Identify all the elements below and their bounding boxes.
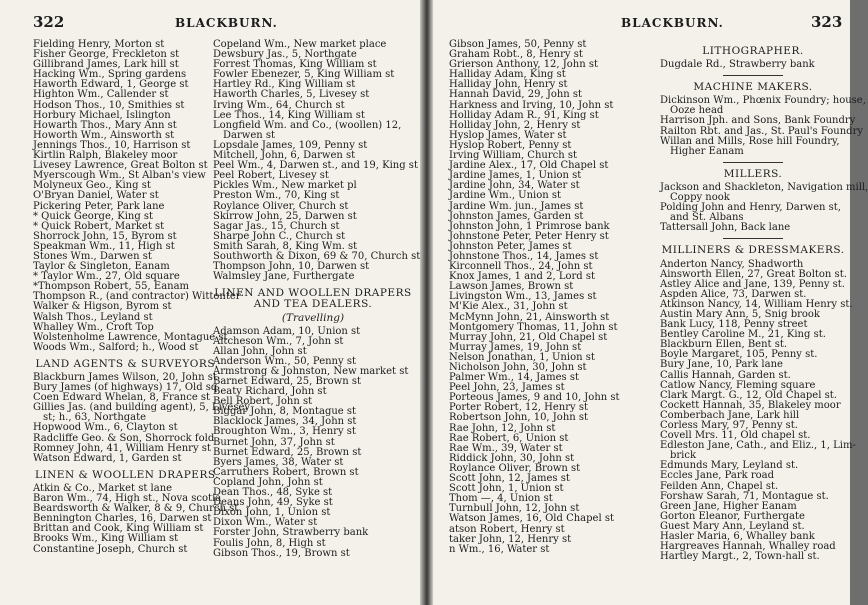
directory-entry: Gibson Thos., 19, Brown st	[213, 547, 350, 559]
section-heading: MACHINE MAKERS.	[693, 81, 813, 94]
directory-entry: Guest Mary Ann, Leyland st.	[660, 520, 805, 532]
directory-entry: Bury Jane, 10, Park lane	[660, 359, 783, 371]
directory-entry: Smith Sarah, 8, King Wm. st	[213, 240, 358, 252]
section-heading: MILLERS.	[723, 167, 783, 180]
directory-entry: Copland John, John st	[213, 476, 323, 488]
directory-entry: Johnstone Peter, Peter Henry st	[449, 230, 609, 242]
directory-entry: Hodson Thos., 10, Smithies st	[33, 99, 185, 111]
directory-entry: Dugdale Rd., Strawberry bank	[660, 59, 815, 71]
directory-entry: Shorrock John, 15, Byrom st	[33, 230, 177, 242]
directory-entry: Beardsworth & Walker, 8 & 9, Church st	[33, 503, 239, 515]
directory-entry: Allan John, John st	[213, 345, 307, 357]
directory-column	[449, 40, 649, 555]
directory-entry: Peel John, 23, James st	[449, 382, 565, 394]
directory-entry: Howarth Thos., Mary Ann st	[33, 119, 177, 131]
directory-entry: Holliday Adam R., 91, King st	[449, 109, 599, 121]
directory-entry: Railton Rbt. and Jas., St. Paul's Foundry	[660, 125, 863, 137]
directory-entry: Feilden Ann, Chapel st.	[660, 480, 779, 492]
directory-entry: McMynn John, 21, Ainsworth st	[449, 311, 610, 323]
directory-entry: Roylance Oliver, Church st	[213, 200, 349, 212]
directory-entry: Biggar John, 8, Montague st	[213, 406, 357, 418]
directory-entry: Aspden Alice, 73, Darwen st.	[660, 288, 807, 300]
directory-entry: Halliday Adam, King st	[449, 69, 566, 81]
section-divider	[723, 162, 783, 163]
directory-entry: Green Jane, Higher Eanam	[660, 500, 797, 512]
directory-entry: Adamson Adam, 10, Union st	[213, 325, 361, 337]
directory-entry: Haworth Edward, 1, George st	[33, 79, 189, 91]
directory-entry: Atkin & Co., Market st lane	[33, 482, 173, 494]
directory-entry: Dickinson Wm., Phœnix Foundry; house,	[660, 95, 866, 107]
directory-entry: Hasler Maria, 6, Whalley bank	[660, 531, 815, 543]
directory-entry: Austin Mary Ann, 5, Snig brook	[660, 308, 820, 320]
directory-entry: Eccles Jane, Park road	[660, 470, 775, 482]
directory-entry: * Quick Robert, Market st	[33, 220, 165, 232]
directory-entry: Jardine Wm., Union st	[449, 190, 562, 202]
directory-entry: Jardine Wm. jun., James st	[449, 200, 584, 212]
directory-entry: Radcliffe Geo. & Son, Shorrock fold	[33, 432, 215, 444]
directory-entry: Livesey Lawrence, Great Bolton st	[33, 160, 208, 172]
directory-entry: Murray John, 21, Old Chapel st	[449, 331, 608, 343]
directory-entry: Preston Wm., 70, King st	[213, 190, 340, 202]
directory-entry-continuation: Coppy nook	[670, 192, 730, 204]
directory-entry: Palmer Wm., 14, James st	[449, 372, 580, 384]
directory-entry: Carruthers Robert, Brown st	[213, 466, 359, 478]
directory-entry: Astley Alice and Jane, 139, Penny st.	[660, 278, 845, 290]
directory-entry: Dewsbury Jas., 5, Northgate	[213, 49, 357, 61]
directory-entry: Mitchell, John, 6, Darwen st	[213, 150, 356, 162]
directory-entry-continuation: Ooze head	[670, 105, 724, 117]
directory-entry: Wolstenholme Lawrence, Montague st	[33, 331, 228, 343]
directory-entry: Hacking Wm., Spring gardens	[33, 69, 187, 81]
directory-entry: Stones Wm., Darwen st	[33, 250, 152, 262]
directory-entry: Edleston Jane, Cath., and Eliz., 1, Lim-	[660, 440, 856, 452]
directory-entry: Scott John, 1, Union st	[449, 483, 564, 495]
directory-entry: Corless Mary, 97, Penny st.	[660, 420, 798, 431]
directory-entry: Byers James, 38, Water st	[213, 456, 344, 468]
directory-entry: Forshaw Sarah, 71, Montague st.	[660, 490, 829, 502]
page-header: BLACKBURN.	[621, 16, 724, 30]
directory-entry: Holliday John, 2, Henry st	[449, 119, 581, 131]
directory-entry: Clark Margt. G., 12, Old Chapel st.	[660, 389, 837, 401]
right-page	[433, 0, 868, 605]
directory-entry: Baron Wm., 74, High st., Nova scotia	[33, 493, 222, 505]
directory-entry: Watson James, 16, Old Chapel st	[449, 513, 614, 525]
directory-entry: Rae Robert, 6, Union st	[449, 432, 569, 444]
directory-entry: Walker & Higson, Byrom st	[33, 301, 172, 313]
directory-entry: Molyneux Geo., King st	[33, 180, 151, 192]
section-heading: AND TEA DEALERS.	[253, 298, 373, 311]
directory-entry: Fielding Henry, Morton st	[33, 39, 165, 50]
directory-entry: Hartley Rd., King William st	[213, 79, 356, 91]
directory-entry: Ainsworth Ellen, 27, Great Bolton st.	[660, 268, 847, 280]
directory-entry: Cockett Hannah, 35, Blakeley moor	[660, 399, 841, 411]
directory-entry: Robertson John, 10, John st	[449, 412, 589, 424]
directory-entry: Copeland Wm., New market place	[213, 39, 387, 50]
directory-entry: Johnstone Thos., 14, James st	[449, 250, 599, 262]
directory-entry: * Taylor Wm., 27, Old square	[33, 271, 180, 283]
directory-entry: Rae Wm., 39, Water st	[449, 442, 563, 454]
directory-entry: Hyslop James, Water st	[449, 129, 567, 141]
directory-entry: Taylor & Singleton, Eanam	[33, 261, 170, 273]
directory-entry: Lawson James, Brown st	[449, 281, 574, 293]
directory-entry: Covell Mrs. 11, Old chapel st.	[660, 430, 811, 442]
directory-entry: Southworth & Dixon, 69 & 70, Church st	[213, 250, 421, 262]
directory-entry: Bennington Charles, 16, Darwen st	[33, 513, 212, 525]
directory-entry: Jardine John, 34, Water st	[449, 180, 580, 192]
directory-entry: Callis Hannah, Garden st.	[660, 369, 791, 381]
directory-entry: O'Bryan Daniel, Water st	[33, 190, 159, 202]
directory-entry: Hartley Margt., 2, Town-hall st.	[660, 551, 820, 563]
directory-entry: Howorth Wm., Ainsworth st	[33, 129, 175, 141]
book-gutter	[420, 0, 433, 605]
directory-entry: Gorton Eleanor, Furthergate	[660, 510, 805, 522]
directory-entry: Halliday John, Henry st	[449, 79, 568, 91]
directory-entry: Rae John, 12, John st	[449, 422, 556, 434]
directory-entry: Pickles Wm., New market pl	[213, 180, 357, 192]
directory-entry: Gillibrand James, Lark hill st	[33, 59, 179, 71]
page-header: BLACKBURN.	[175, 16, 278, 30]
directory-entry: Fisher George, Freckleton st	[33, 49, 180, 61]
directory-entry: Whalley Wm., Croft Top	[33, 321, 154, 333]
directory-column	[213, 39, 421, 559]
directory-entry-continuation: st; h., 63, Northgate	[43, 412, 147, 424]
directory-entry: Romney John, 41, William Henry st	[33, 442, 211, 454]
directory-entry: Fowler Ebenezer, 5, King William st	[213, 69, 395, 81]
section-heading: LINEN AND WOOLLEN DRAPERS	[214, 287, 412, 300]
directory-entry: Woods Wm., Salford; h., Wood st	[33, 341, 199, 353]
directory-entry: Comberbach Jane, Lark hill	[660, 409, 800, 421]
directory-entry: Murray James, 19, John st	[449, 341, 582, 353]
directory-entry: Nelson Jonathan, 1, Union st	[449, 351, 595, 363]
directory-entry: Forster John, Strawberry bank	[213, 527, 369, 539]
directory-entry: Burnet John, 37, John st	[213, 436, 335, 448]
directory-entry: Hopwood Wm., 6, Clayton st	[33, 422, 178, 434]
directory-entry: Jardine Alex., 17, Old Chapel st	[449, 160, 609, 172]
directory-entry: Willan and Mills, Rose hill Foundry,	[660, 135, 840, 147]
section-divider	[723, 238, 783, 239]
directory-entry: Bank Lucy, 118, Penny street	[660, 319, 808, 331]
directory-entry: Irving William, Church st	[449, 150, 577, 162]
directory-entry: Blackburn Ellen, Bent st.	[660, 339, 788, 351]
directory-entry-continuation: Darwen st	[223, 129, 276, 141]
directory-column	[33, 39, 251, 555]
directory-entry: Roylance Oliver, Brown st	[449, 462, 581, 474]
directory-entry: Thompson R., (and contractor) Wittonter	[33, 291, 241, 303]
directory-entry: Armstrong & Johnston, New market st	[213, 365, 409, 377]
directory-entry: Gillies Jas. (and building agent), 5, Livesey	[33, 402, 251, 414]
directory-entry: Anderton Nancy, Shadworth	[660, 258, 804, 270]
directory-entry: Hyslop Robert, Penny st	[449, 139, 572, 151]
directory-entry: Myerscough Wm., St Alban's view	[33, 170, 206, 182]
directory-entry: Blackburn James Wilson, 20, John st	[33, 372, 217, 383]
directory-entry: taker John, 12, Henry st	[449, 533, 572, 545]
directory-entry: Peel Wm., 4, Darwen st., and 19, King st	[213, 160, 418, 172]
directory-entry: Bell Robert, John st	[213, 396, 313, 408]
directory-entry: Grierson Anthony, 12, John st	[449, 59, 599, 71]
directory-entry: Riddick John, 30, John st	[449, 452, 575, 464]
directory-entry: Speakman Wm., 11, High st	[33, 240, 175, 252]
directory-entry: Beaty Richard, John st	[213, 386, 327, 398]
directory-entry-continuation: and St. Albans	[670, 212, 744, 224]
directory-entry: Bury James (of highways) 17, Old sq	[33, 382, 218, 394]
directory-entry: *Thompson Robert, 55, Eanam	[33, 281, 190, 293]
section-heading: MILLINERS & DRESSMAKERS.	[661, 244, 845, 257]
directory-entry: Kirconnell Thos., 24, John st	[449, 261, 593, 273]
section-heading: LINEN & WOOLLEN DRAPERS.	[34, 468, 220, 481]
directory-entry: Irving Wm., 64, Church st	[213, 99, 345, 111]
directory-entry: Burnet Edward, 25, Brown st	[213, 446, 362, 458]
directory-entry: Lopsdale James, 109, Penny st	[213, 139, 368, 151]
directory-entry: Harrison Jph. and Sons, Bank Foundry	[660, 115, 856, 127]
directory-entry: Gibson James, 50, Penny st	[449, 39, 587, 50]
directory-entry: Anderson Wm., 50, Penny st	[213, 355, 356, 367]
directory-entry: Porter Robert, 12, Henry st	[449, 402, 588, 414]
directory-entry: Bentley Caroline M., 21, King st.	[660, 329, 826, 341]
directory-entry: Longfield Wm. and Co., (woollen) 12,	[213, 119, 402, 131]
directory-entry: Forrest Thomas, King William st	[213, 59, 377, 71]
directory-entry: Barnet Edward, 25, Brown st	[213, 376, 361, 387]
section-subheading: (Travelling)	[281, 312, 345, 325]
directory-entry: Kirtlin Ralph, Blakeley moor	[33, 150, 178, 162]
directory-entry: Walsh Thos., Leyland st	[33, 311, 153, 323]
directory-entry: Thompson John, 10, Darwen st	[213, 261, 370, 273]
directory-entry: Catlow Nancy, Fleming square	[660, 379, 816, 391]
directory-entry: Turnbull John, 12, John st	[449, 503, 580, 515]
directory-entry: Blacklock James, 34, John st	[213, 416, 357, 428]
directory-entry: Jennings Thos., 10, Harrison st	[33, 139, 191, 151]
directory-entry: Dean Thos., 48, Syke st	[213, 487, 333, 499]
directory-entry: Hannah David, 29, John st	[449, 89, 583, 101]
directory-entry: Peel Robert, Livesey st	[213, 170, 329, 182]
directory-entry: Broughton Wm., 3, Henry st	[213, 426, 356, 438]
directory-entry: Horbury Michael, Islington	[33, 109, 171, 121]
directory-entry: Atkinson Nancy, 14, William Henry st.	[660, 298, 853, 310]
directory-entry: Walmsley Jane, Furthergate	[213, 271, 355, 283]
directory-entry: Brittan and Cook, King William st	[33, 523, 204, 535]
directory-entry: Lee Thos., 14, King William st	[213, 109, 365, 121]
directory-entry: Polding John and Henry, Darwen st,	[660, 202, 841, 214]
directory-entry: M'Kie Alex., 31, John st	[449, 301, 568, 313]
section-divider	[723, 75, 783, 76]
directory-entry: Porteous James, 9 and 10, John st	[449, 392, 620, 404]
directory-entry: * Quick George, King st	[33, 210, 154, 222]
directory-entry: Deans John, 49, Syke st	[213, 497, 333, 509]
directory-entry: Jackson and Shackleton, Navigation mill,	[660, 181, 868, 193]
directory-entry: Hargreaves Hannah, Whalley road	[660, 541, 836, 553]
directory-entry: Nicholson John, 30, John st	[449, 362, 587, 373]
page-number: 323	[811, 13, 843, 31]
directory-entry: Pickering Peter, Park lane	[33, 200, 165, 212]
page-number: 322	[33, 13, 65, 31]
directory-entry: Boyle Margaret, 105, Penny st.	[660, 349, 818, 361]
directory-entry-continuation: Higher Eanam	[670, 145, 744, 157]
directory-entry: Dixon Wm., Water st	[213, 517, 318, 529]
directory-entry: Brooks Wm., King William st	[33, 533, 179, 545]
directory-entry: Skirrow John, 25, Darwen st	[213, 210, 357, 222]
directory-entry: Coen Edward Whelan, 8, France st	[33, 392, 211, 404]
directory-entry: Graham Robt., 8, Henry st	[449, 49, 583, 61]
directory-entry: Knox James, 1 and 2, Lord st	[449, 271, 596, 283]
directory-entry-continuation: brick	[670, 450, 697, 462]
directory-entry: Sagar Jas., 15, Church st	[213, 220, 340, 232]
directory-entry: Johnston John, 1 Primrose bank	[449, 220, 610, 232]
directory-entry: Constantine Joseph, Church st	[33, 543, 188, 555]
directory-entry: Edmunds Mary, Leyland st.	[660, 460, 799, 472]
left-page	[0, 0, 420, 605]
directory-entry: Jardine James, 1, Union st	[449, 170, 582, 182]
directory-entry: Livingston Wm., 13, James st	[449, 291, 597, 303]
section-heading: LITHOGRAPHER.	[702, 45, 804, 57]
directory-entry: Tattersall John, Back lane	[660, 222, 791, 234]
directory-entry: Foulis John, 8, High st	[213, 537, 326, 549]
directory-entry: atson Robert, Henry st	[449, 523, 565, 535]
directory-entry: Sharpe John C., Church st	[213, 230, 346, 242]
directory-entry: Harkness and Irving, 10, John st	[449, 99, 614, 111]
section-heading: LAND AGENTS & SURVEYORS.	[35, 357, 219, 370]
directory-entry: Johnston James, Garden st	[449, 210, 584, 222]
directory-entry: Watson Edward, 1, Garden st	[33, 452, 182, 464]
directory-entry: Haworth Charles, 5, Livesey st	[213, 89, 370, 101]
directory-entry: Johnston Peter, James st	[449, 240, 572, 252]
directory-entry: Montgomery Thomas, 11, John st	[449, 321, 618, 333]
directory-entry: Highton Wm., Callender st	[33, 89, 169, 101]
directory-entry: Dixon John, 1, Union st	[213, 507, 331, 519]
directory-column	[660, 40, 868, 563]
directory-entry: n Wm., 16, Water st	[449, 543, 550, 555]
directory-entry: Thom —, 4, Union st	[449, 493, 553, 505]
directory-entry: Scott John, 12, James st	[449, 473, 570, 485]
directory-entry: Aitcheson Wm., 7, John st	[213, 335, 344, 347]
